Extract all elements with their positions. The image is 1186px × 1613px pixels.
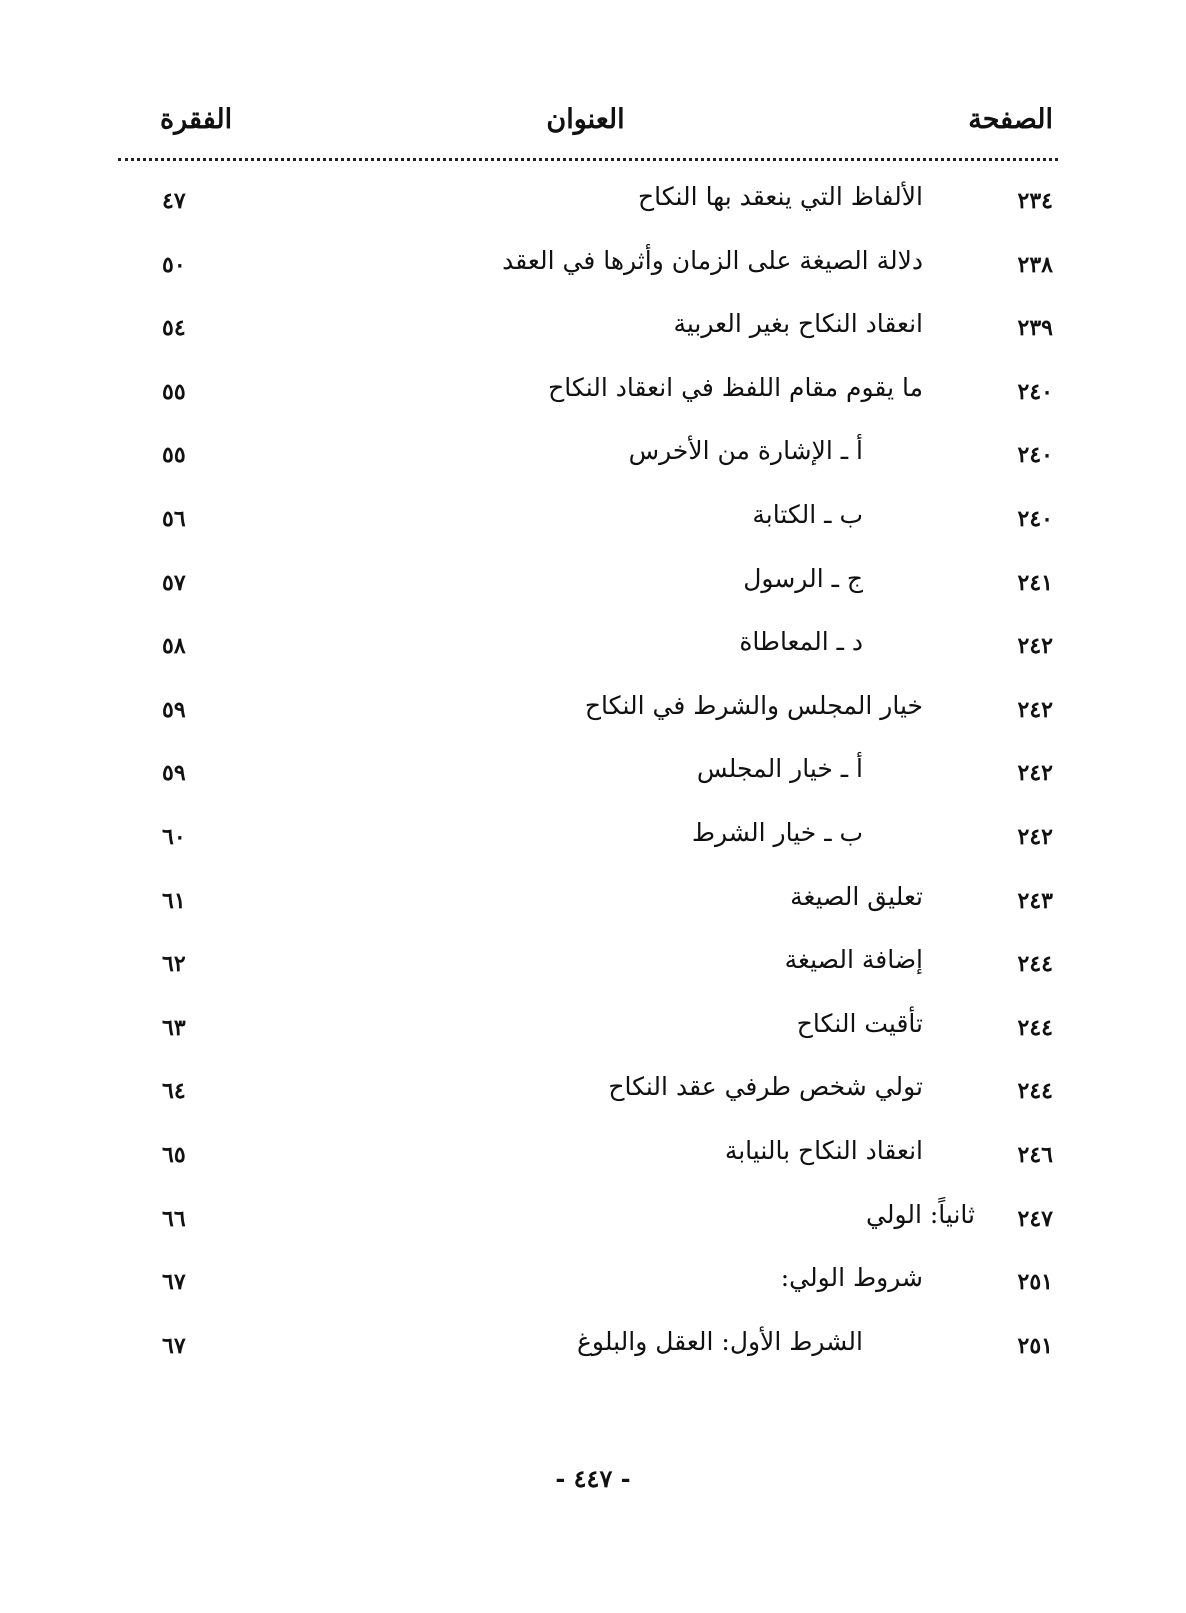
toc-page-number: ٢٤٠ xyxy=(1017,378,1053,405)
toc-page-number: ٢٤٦ xyxy=(1017,1141,1053,1168)
toc-paragraph-number: ٥٦ xyxy=(162,505,186,532)
toc-page-number: ٢٤٤ xyxy=(1017,1078,1053,1105)
toc-row xyxy=(118,1134,1053,1198)
toc-title: ثانياً: الولي xyxy=(866,1199,975,1229)
toc-page-number: ٢٤١ xyxy=(1017,569,1053,596)
toc-row xyxy=(118,689,1053,753)
toc-page-number: ٢٤٤ xyxy=(1017,951,1053,978)
toc-title: ب ـ الكتابة xyxy=(752,499,863,529)
toc-title: إضافة الصيغة xyxy=(784,945,923,975)
toc-title: الشرط الأول: العقل والبلوغ xyxy=(577,1326,863,1356)
toc-title: خيار المجلس والشرط في النكاح xyxy=(584,690,923,720)
toc-paragraph-number: ٥٧ xyxy=(162,569,186,596)
toc-page-number: ٢٥١ xyxy=(1017,1332,1053,1359)
toc-page-number: ٢٤٢ xyxy=(1017,760,1053,787)
header-paragraph-column: الفقرة xyxy=(160,104,233,135)
toc-page-number: ٢٣٨ xyxy=(1017,251,1053,278)
toc-title: ما يقوم مقام اللفظ في انعقاد النكاح xyxy=(548,372,923,402)
toc-title: تولي شخص طرفي عقد النكاح xyxy=(608,1072,923,1102)
toc-title: د ـ المعاطاة xyxy=(739,627,863,657)
toc-paragraph-number: ٦٧ xyxy=(162,1269,186,1296)
toc-paragraph-number: ٥٨ xyxy=(162,633,186,660)
toc-title: أ ـ الإشارة من الأخرس xyxy=(628,436,863,466)
header-title-column: العنوان xyxy=(546,104,625,135)
toc-title: ب ـ خيار الشرط xyxy=(691,817,863,847)
toc-title: أ ـ خيار المجلس xyxy=(696,754,863,784)
toc-row xyxy=(118,816,1053,880)
toc-row xyxy=(118,434,1053,498)
toc-paragraph-number: ٦١ xyxy=(162,887,186,914)
toc-row xyxy=(118,880,1053,944)
dotted-divider xyxy=(118,158,1058,161)
toc-paragraph-number: ٥٥ xyxy=(162,442,186,469)
page-number-footer: - ٤٤٧ - xyxy=(555,1464,631,1493)
toc-page-number: ٢٤٣ xyxy=(1017,887,1053,914)
toc-paragraph-number: ٥٩ xyxy=(162,696,186,723)
toc-paragraph-number: ٦٦ xyxy=(162,1205,186,1232)
toc-title: تعليق الصيغة xyxy=(790,881,923,911)
toc-page-number: ٢٤٢ xyxy=(1017,823,1053,850)
toc-paragraph-number: ٦٣ xyxy=(162,1014,186,1041)
toc-title: تأقيت النكاح xyxy=(796,1008,923,1038)
toc-row xyxy=(118,498,1053,562)
table-header xyxy=(118,104,1053,154)
toc-paragraph-number: ٥٩ xyxy=(162,760,186,787)
toc-page-number: ٢٤٢ xyxy=(1017,633,1053,660)
toc-title: شروط الولي: xyxy=(780,1263,923,1293)
toc-paragraph-number: ٥٤ xyxy=(162,315,186,342)
toc-page-number: ٢٤٤ xyxy=(1017,1014,1053,1041)
toc-row xyxy=(118,1007,1053,1071)
toc-row xyxy=(118,1325,1053,1389)
toc-row xyxy=(118,371,1053,435)
toc-title: انعقاد النكاح بالنيابة xyxy=(724,1135,923,1165)
toc-row xyxy=(118,752,1053,816)
toc-page-number: ٢٤٧ xyxy=(1017,1205,1053,1232)
toc-title: دلالة الصيغة على الزمان وأثرها في العقد xyxy=(502,245,923,275)
toc-paragraph-number: ٦٤ xyxy=(162,1078,186,1105)
toc-paragraph-number: ٦٧ xyxy=(162,1332,186,1359)
toc-row xyxy=(118,307,1053,371)
toc-paragraph-number: ٦٠ xyxy=(162,823,186,850)
toc-row xyxy=(118,244,1053,308)
toc-paragraph-number: ٥٥ xyxy=(162,378,186,405)
toc-row xyxy=(118,625,1053,689)
toc-page-number: ٢٤٢ xyxy=(1017,696,1053,723)
toc-page-number: ٢٣٤ xyxy=(1017,188,1053,214)
toc-title: ج ـ الرسول xyxy=(743,563,863,593)
toc-page-number: ٢٥١ xyxy=(1017,1269,1053,1296)
header-page-column: الصفحة xyxy=(968,104,1053,135)
toc-row xyxy=(118,943,1053,1007)
table-of-contents xyxy=(118,180,1053,1388)
toc-paragraph-number: ٦٥ xyxy=(162,1141,186,1168)
toc-row xyxy=(118,1198,1053,1262)
toc-row xyxy=(118,1070,1053,1134)
toc-paragraph-number: ٤٧ xyxy=(162,188,186,214)
toc-page-number: ٢٤٠ xyxy=(1017,505,1053,532)
toc-paragraph-number: ٥٠ xyxy=(162,251,186,278)
toc-row xyxy=(118,562,1053,626)
toc-page-number: ٢٤٠ xyxy=(1017,442,1053,469)
toc-row xyxy=(118,180,1053,244)
toc-title: انعقاد النكاح بغير العربية xyxy=(673,309,923,339)
toc-row xyxy=(118,1261,1053,1325)
toc-page-number: ٢٣٩ xyxy=(1017,315,1053,342)
toc-paragraph-number: ٦٢ xyxy=(162,951,186,978)
toc-title: الألفاظ التي ينعقد بها النكاح xyxy=(637,182,923,211)
